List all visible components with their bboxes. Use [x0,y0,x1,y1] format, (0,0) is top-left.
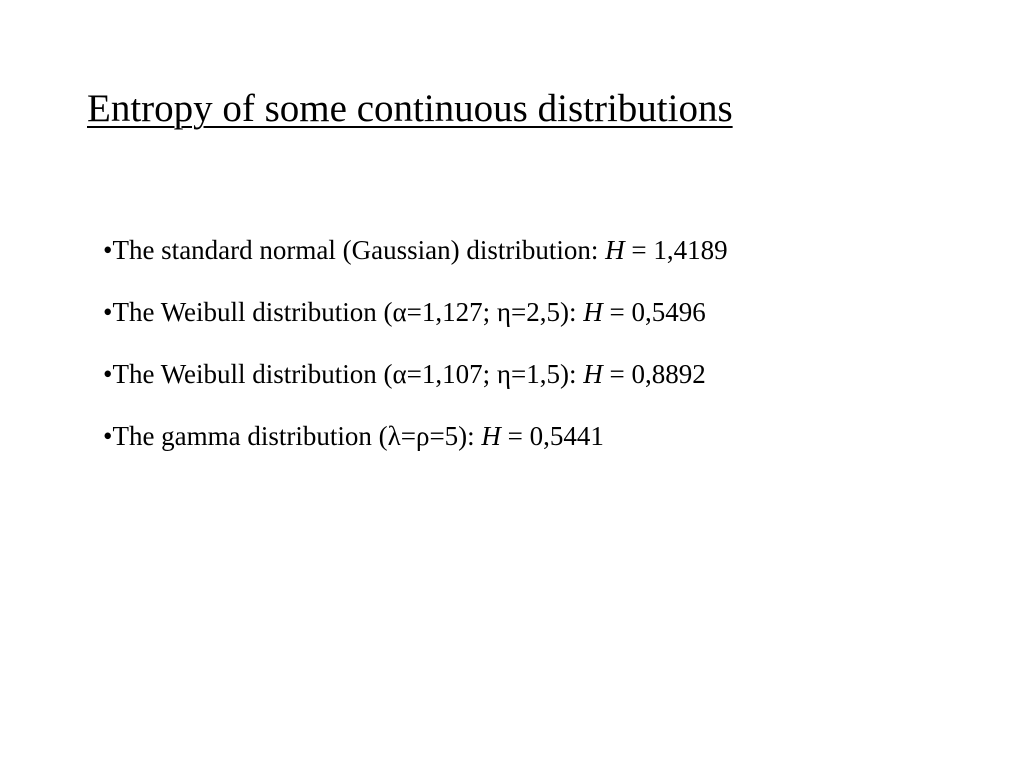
entropy-value: = 0,5441 [500,421,604,451]
bullet-text: The gamma distribution (λ=ρ=5): [112,421,482,451]
slide-title: Entropy of some continuous distributions [87,87,733,130]
entropy-value: = 0,5496 [602,297,706,327]
bullet-text: The Weibull distribution (α=1,107; η=1,5): [112,359,584,389]
bullet-item [103,356,728,392]
bullet-marker: • [103,297,113,327]
bullet-text: The Weibull distribution (α=1,127; η=2,5): [112,297,584,327]
entropy-symbol: H [481,421,501,451]
bullet-marker: • [103,235,113,265]
entropy-symbol: H [583,359,603,389]
entropy-symbol: H [583,297,603,327]
bullet-marker: • [103,359,113,389]
bullet-item [103,294,728,330]
bullet-list [103,232,728,480]
bullet-marker: • [103,421,113,451]
entropy-symbol: H [605,235,625,265]
entropy-value: = 1,4189 [624,235,728,265]
entropy-value: = 0,8892 [602,359,706,389]
bullet-item [103,418,728,454]
bullet-text: The standard normal (Gaussian) distribution: [112,235,606,265]
bullet-item [103,232,728,268]
